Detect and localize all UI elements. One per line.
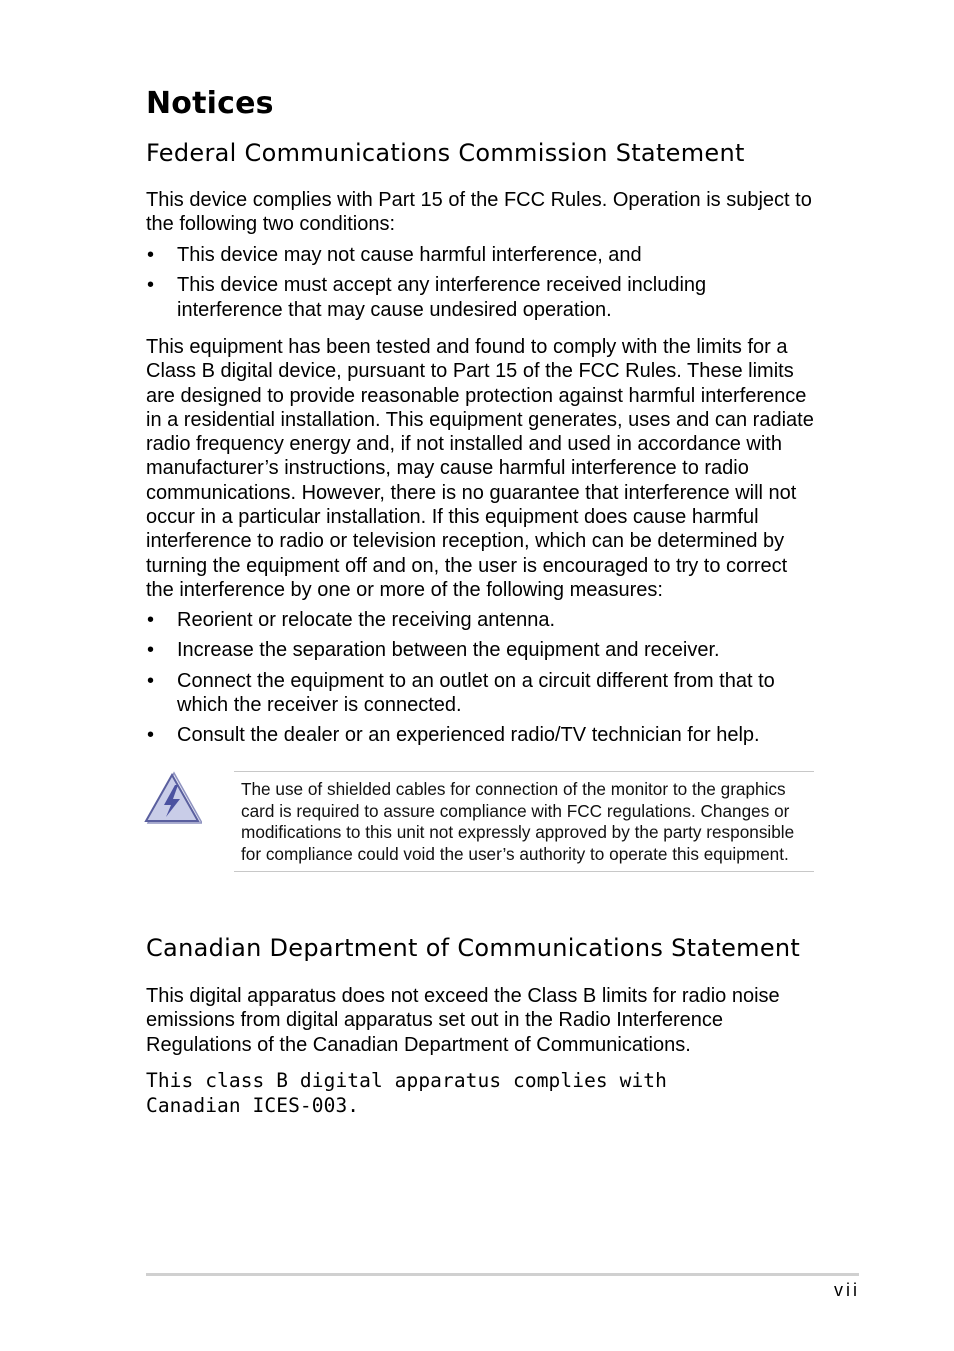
canadian-heading: Canadian Department of Communications Statement [146,934,801,962]
fcc-body: This equipment has been tested and found to comply with the limits for a Class B digital device, pursuant to Part 15 of the FCC Rules. These limits are designed to provide reasonable protection against harmful interference in a residential installation. This equipment generates, uses and can radiate radio frequency energy and, if not installed and used in accordance with manufacturer’s instructions, may cause harmful interference to radio communications. However, there is no guarantee that interference will not occur in a particular installation. If this equipment does cause harmful interference to radio or television reception, which can be determined by turning the equipment off and on, the user is encouraged to try to correct the interference by one or more of the following measures: [146,336,814,601]
fcc-intro: This device complies with Part 15 of the FCC Rules. Operation is subject to the following two conditions: [146,189,812,236]
footer-rule [146,1273,859,1276]
page-number: vii [834,1280,860,1300]
fcc-heading: Federal Communications Commission Statement [146,139,745,167]
list-item: • This device must accept any interference received including interference that may cause undesired operation. [146,273,816,322]
fcc-measures-list [146,608,816,747]
list-item: • Consult the dealer or an experienced radio/TV technician for help. [146,723,816,747]
list-item: • Reorient or relocate the receiving antenna. [146,608,816,632]
fcc-note-box [234,771,814,872]
fcc-conditions-list [146,243,816,322]
list-item: • Connect the equipment to an outlet on a circuit different from that to which the receiver is connected. [146,669,816,718]
page-title: Notices [146,86,274,121]
list-item: • Increase the separation between the equipment and receiver. [146,638,816,662]
warning-lightning-icon [144,771,202,827]
fcc-note-text: The use of shielded cables for connection of the monitor to the graphics card is required to assure compliance with FCC regulations. Changes or modifications to this unit not expressly approved by the party responsible for compliance could void the user’s authority to operate this equipment. [241,779,795,864]
canadian-compliance: This class B digital apparatus complies with Canadian ICES-003. [146,1069,667,1117]
canadian-body: This digital apparatus does not exceed the Class B limits for radio noise emissions from digital apparatus set out in the Radio Interference Regulations of the Canadian Department of Communications. [146,985,780,1056]
list-item: • This device may not cause harmful interference, and [146,243,816,267]
